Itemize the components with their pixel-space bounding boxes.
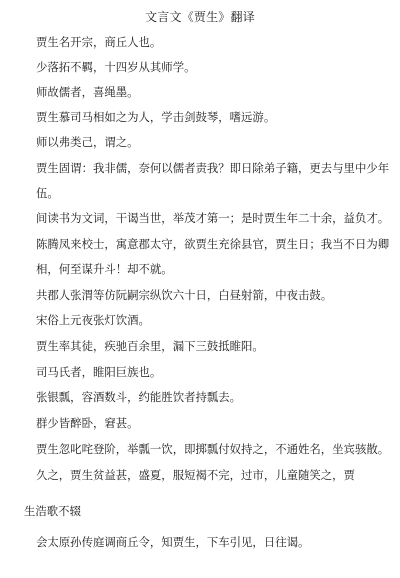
text-line: 群少皆醉卧，窘甚。 xyxy=(36,416,139,430)
paragraph xyxy=(36,308,372,333)
text-line: 少落拓不羁，十四岁从其师学。 xyxy=(36,60,196,74)
paragraph xyxy=(36,156,390,206)
text-line: 贾生率其徒，疾驰百余里，漏下三鼓抵睢阳。 xyxy=(36,339,264,353)
paragraph xyxy=(36,283,372,308)
text-line: 师以弗类己，谓之。 xyxy=(36,135,139,149)
paragraph xyxy=(36,232,390,282)
paragraph xyxy=(36,437,390,462)
paragraph xyxy=(36,385,372,410)
paragraph xyxy=(36,80,372,105)
text-line: 陈腾凤来校士，寓意郡太守，欲贾生充徐县官，贾生日；我当不日为卿 xyxy=(36,237,390,251)
text-line: 张银瓢，容酒数斗，约能胜饮者持瓢去。 xyxy=(36,390,242,404)
text-line: 久之，贾生贫益甚，盛夏，服短褐不完，过市，儿童随笑之，贾 xyxy=(36,468,355,482)
paragraph xyxy=(36,55,372,80)
text-line: 贾生名开宗，商丘人也。 xyxy=(36,35,162,49)
paragraph xyxy=(36,530,372,555)
text-line: 宋俗上元夜张灯饮酒。 xyxy=(36,313,150,327)
paragraph xyxy=(36,360,372,385)
paragraph xyxy=(36,411,372,436)
text-line: 贾生慕司马相如之为人，学击剑鼓琴，嗜远游。 xyxy=(36,110,276,124)
paragraph xyxy=(36,130,372,155)
text-line: 生浩歌不辍 xyxy=(24,504,81,518)
text-line: 师故儒者，喜绳墨。 xyxy=(36,85,139,99)
text-line: 共郡人张渭等仿阮嗣宗纵饮六十日，白昼射箭，中夜击鼓。 xyxy=(36,288,333,302)
document-title: 文言文《贾生》翻译 xyxy=(145,10,255,24)
text-line: 伍。 xyxy=(36,186,59,200)
paragraph xyxy=(36,463,372,488)
paragraph xyxy=(36,105,372,130)
text-line: 贾生忽叱咤登阶，举瓢一饮，即掷瓢付奴持之，不通姓名，坐宾骇散。 xyxy=(36,442,390,456)
text-line: 贾生固谓：我非儒，奈何以儒者责我？即日除弟子籍，更去与里中少年 xyxy=(36,161,390,175)
paragraph xyxy=(36,206,390,231)
text-line: 相，何至谋升斗！却不就。 xyxy=(36,262,173,276)
text-line: 间读书为文词，干谒当世，举茂才第一；是时贾生年二十余，益负才。 xyxy=(36,211,390,225)
paragraph xyxy=(36,334,372,359)
text-line: 会太原孙传庭调商丘令，知贾生，下车引见，日往谒。 xyxy=(36,535,310,549)
text-line: 司马氏者，睢阳巨族也。 xyxy=(36,365,162,379)
paragraph xyxy=(36,30,372,55)
